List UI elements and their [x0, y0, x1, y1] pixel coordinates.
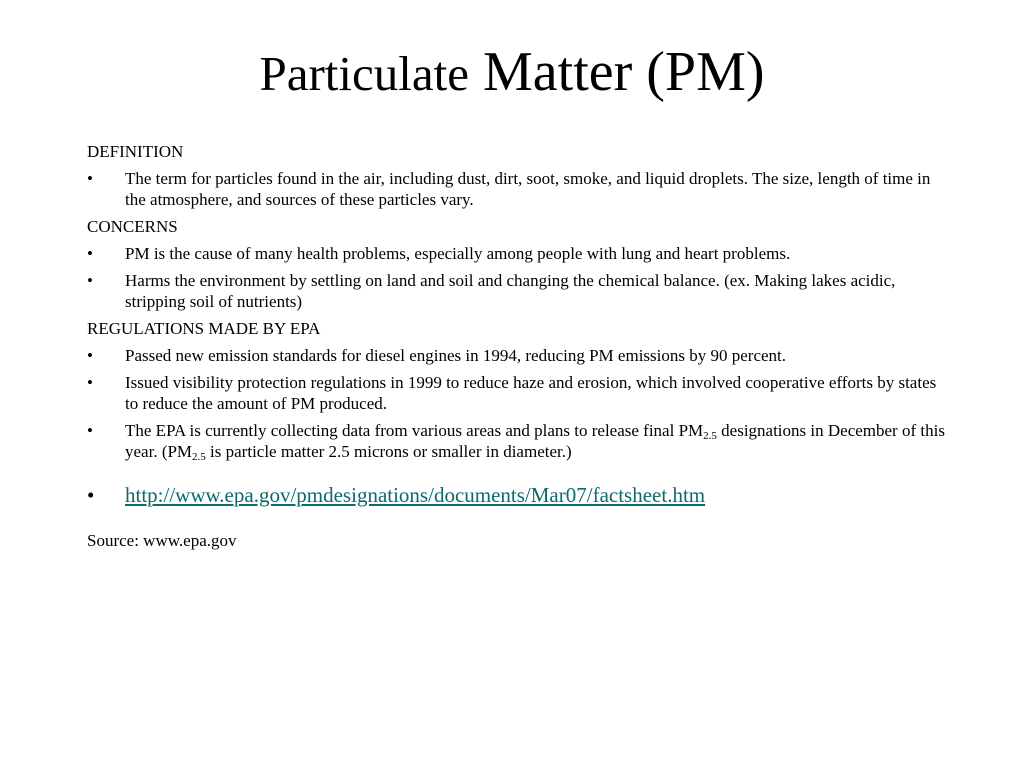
definition-heading: DEFINITION [87, 142, 184, 161]
regulations-bullet-visibility [87, 372, 947, 414]
epa-text-part-2: designations in December of this year. (PM [125, 421, 945, 461]
pm25-subscript: 2.5 [703, 430, 717, 442]
regulations-bullet-text: Passed new emission standards for diesel engines in 1994, reducing PM emissions by 90 percent. [125, 346, 787, 365]
concerns-heading: CONCERNS [87, 217, 178, 236]
slide-body [87, 141, 947, 551]
bullet-icon: • [87, 271, 93, 290]
concerns-bullet-text: PM is the cause of many health problems, especially among people with lung and heart problems. [125, 244, 791, 263]
title-part-2: Matter (PM) [469, 41, 765, 103]
slide-title [0, 42, 1024, 104]
bullet-icon: • [87, 373, 93, 392]
concerns-bullet-text: Harms the environment by settling on land and soil and changing the chemical balance. (ex. Making lakes acidic, stripping soil of nutrients) [125, 271, 896, 311]
title-part-1: Particulate [259, 46, 469, 101]
regulations-bullet-epa-data [87, 420, 947, 462]
regulations-bullet-text: Issued visibility protection regulations in 1999 to reduce haze and erosion, which involved cooperative efforts by states to reduce the amount of PM produced. [125, 373, 937, 413]
concerns-bullet-health [87, 243, 947, 264]
source-text: Source: www.epa.gov [87, 531, 237, 550]
bullet-icon: • [87, 244, 93, 263]
regulations-heading: REGULATIONS MADE BY EPA [87, 319, 321, 338]
concerns-bullet-environment [87, 270, 947, 312]
pm25-subscript: 2.5 [192, 451, 206, 463]
link-bullet [87, 482, 947, 508]
epa-text-part-3: is particle matter 2.5 microns or smaller in diameter.) [205, 442, 572, 461]
bullet-icon: • [87, 169, 93, 188]
regulations-bullet-text [125, 420, 947, 462]
regulations-bullet-diesel [87, 345, 947, 366]
definition-bullet [87, 168, 947, 210]
bullet-icon: • [87, 483, 95, 507]
bullet-icon: • [87, 346, 93, 365]
bullet-icon: • [87, 421, 93, 440]
definition-bullet-text: The term for particles found in the air, including dust, dirt, soot, smoke, and liquid droplets. The size, length of time in the atmosphere, and sources of these particles vary. [125, 169, 931, 209]
factsheet-link[interactable]: http://www.epa.gov/pmdesignations/documents/Mar07/factsheet.htm [125, 483, 706, 507]
epa-text-part-1: The EPA is currently collecting data from various areas and plans to release final PM [125, 421, 704, 440]
